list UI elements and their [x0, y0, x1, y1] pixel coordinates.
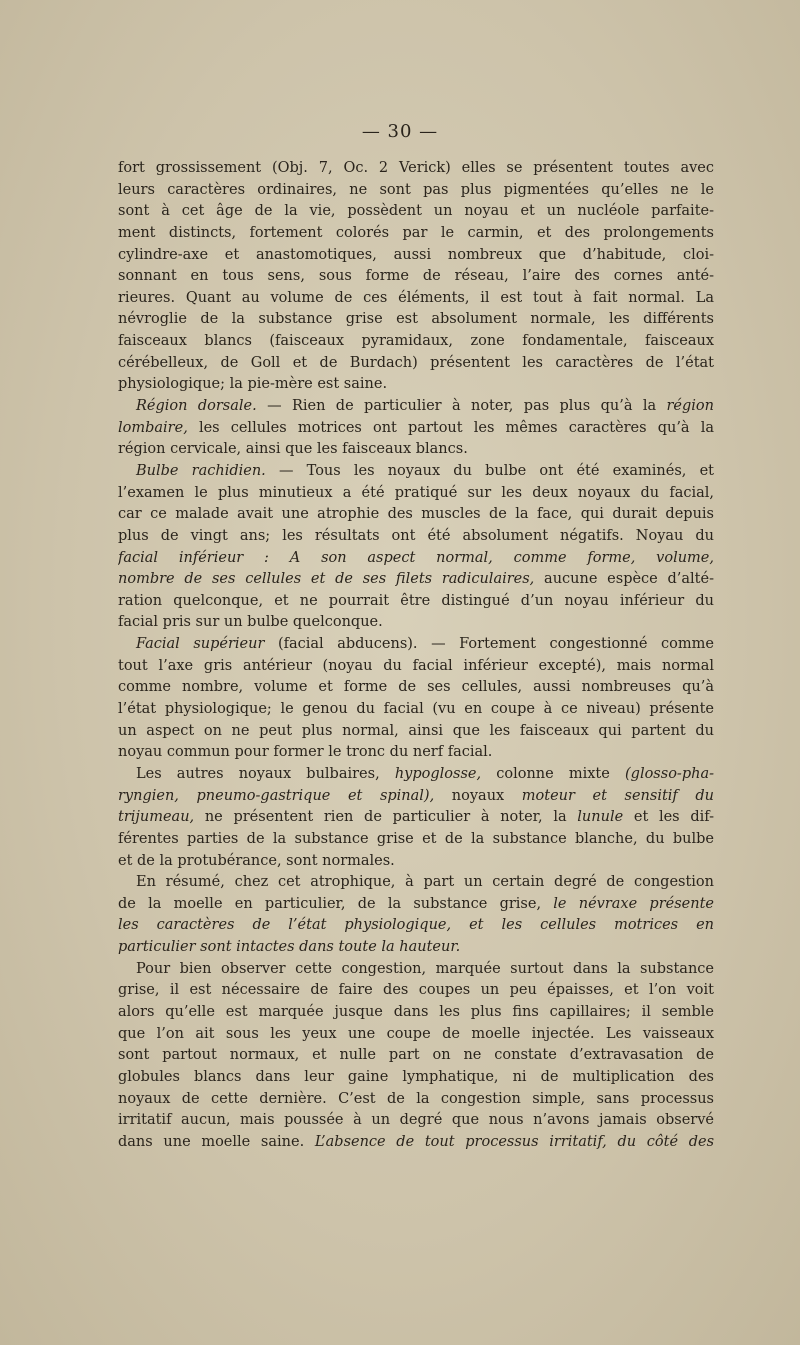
italic-text: hypoglosse, [394, 765, 482, 782]
text-run: l’examen le plus minutieux a été pratiqué sur les deux noyaux du facial, [118, 484, 714, 501]
text-line [118, 807, 714, 829]
text-line [118, 872, 714, 894]
text-run: Pour bien observer cette congestion, marquée surtout dans la substance [136, 960, 714, 977]
italic-text: particulier sont intactes dans toute la hauteur. [118, 939, 461, 956]
italic-text: moteur et sensitif du [521, 787, 714, 804]
text-run: physiologique; la pie-mère est saine. [118, 376, 388, 393]
text-run: comme nombre, volume et forme de ses cellules, aussi nombreuses qu’à [118, 679, 714, 696]
text-run: (facial abducens). — Fortement congestionné comme [264, 636, 714, 653]
text-line [118, 288, 714, 310]
text-line [118, 180, 714, 202]
text-line [118, 245, 714, 267]
text-run: colonne mixte [481, 765, 625, 782]
text-run: ment distincts, fortement colorés par le carmin, et des prolongements [118, 224, 714, 241]
text-line [118, 612, 714, 634]
text-line [118, 851, 714, 873]
text-line [118, 461, 714, 483]
text-line [118, 677, 714, 699]
text-line [118, 656, 714, 678]
text-line [118, 1024, 714, 1046]
text-run: noyaux [434, 787, 522, 804]
text-line [118, 634, 714, 656]
text-run: sont partout normaux, et nulle part on ne constate d’extravasation de [118, 1047, 714, 1064]
text-run: — Rien de particulier à noter, pas plus qu’à la [256, 398, 667, 415]
text-run: les cellules motrices ont partout les mêmes caractères qu’à la [187, 419, 714, 436]
text-line [118, 937, 714, 959]
text-run: rieures. Quant au volume de ces éléments, il est tout à fait normal. La [118, 289, 714, 306]
text-run: car ce malade avait une atrophie des muscles de la face, qui durait depuis [118, 506, 714, 523]
text-run: faisceaux blancs (faisceaux pyramidaux, zone fondamentale, faisceaux [118, 333, 714, 350]
text-line [118, 786, 714, 808]
text-line [118, 915, 714, 937]
italic-text: lombaire, [118, 419, 188, 436]
text-run: et de la protubérance, sont normales. [118, 852, 395, 869]
text-line [118, 223, 714, 245]
text-run: facial pris sur un bulbe quelconque. [118, 614, 383, 631]
text-line [118, 158, 714, 180]
italic-text: trijumeau, [118, 809, 195, 826]
text-run: sont à cet âge de la vie, possèdent un noyau et un nucléole parfaite- [118, 203, 714, 220]
text-run: cylindre-axe et anastomotiques, aussi nombreux que d’habitude, cloi- [118, 246, 714, 263]
text-line [118, 699, 714, 721]
text-run: et les dif- [623, 809, 714, 826]
italic-text: nombre de ses cellules et de ses filets radiculaires, [118, 571, 535, 588]
text-run: noyaux de cette dernière. C’est de la congestion simple, sans processus [118, 1090, 714, 1107]
text-line [118, 959, 714, 981]
italic-text: les caractères de l’état physiologique, et les cellules motrices en [118, 917, 714, 934]
text-line [118, 396, 714, 418]
text-line [118, 266, 714, 288]
italic-text: ryngien, pneumo-gastrique et spinal), [118, 787, 435, 804]
text-run: plus de vingt ans; les résultats ont été absolument négatifs. Noyau du [118, 527, 714, 544]
text-line [118, 526, 714, 548]
italic-text: Région dorsale. [136, 398, 257, 415]
text-line [118, 591, 714, 613]
page-number: — 30 — [361, 121, 439, 142]
text-run: aucune espèce d’alté- [534, 571, 714, 588]
text-run: grise, il est nécessaire de faire des coupes un peu épaisses, et l’on voit [118, 982, 714, 999]
text-line [118, 504, 714, 526]
text-run: sonnant en tous sens, sous forme de réseau, l’aire des cornes anté- [118, 268, 714, 285]
text-line [118, 829, 714, 851]
text-run: irritatif aucun, mais poussée à un degré que nous n’avons jamais observé [118, 1112, 714, 1129]
text-run: un aspect on ne peut plus normal, ainsi que les faisceaux qui partent du [118, 722, 714, 739]
italic-text: région [666, 398, 714, 415]
text-line [118, 1132, 714, 1154]
italic-text: le névraxe présente [553, 895, 714, 912]
text-run: En résumé, chez cet atrophique, à part un certain degré de congestion [136, 874, 714, 891]
text-run: alors qu’elle est marquée jusque dans les plus fins capillaires; il semble [118, 1003, 714, 1020]
text-run: cérébelleux, de Goll et de Burdach) présentent les caractères de l’état [118, 354, 714, 371]
text-line [118, 1002, 714, 1024]
text-line [118, 418, 714, 440]
text-run: dans une moelle saine. [118, 1133, 315, 1150]
text-line [118, 201, 714, 223]
text-line [118, 483, 714, 505]
text-line [118, 1110, 714, 1132]
text-line [118, 742, 714, 764]
text-run: névroglie de la substance grise est absolument normale, les différents [118, 311, 714, 328]
text-line [118, 569, 714, 591]
text-line [118, 331, 714, 353]
text-line [118, 439, 714, 461]
text-run: leurs caractères ordinaires, ne sont pas plus pigmentées qu’elles ne le [118, 181, 714, 198]
text-run: férentes parties de la substance grise et de la substance blanche, du bulbe [118, 830, 714, 847]
text-line [118, 1089, 714, 1111]
italic-text: facial inférieur : A son aspect normal, comme forme, volume, [118, 549, 714, 566]
text-block [118, 158, 714, 1153]
text-run: — Tous les noyaux du bulbe ont été examinés, et [265, 462, 714, 479]
text-line [118, 353, 714, 375]
text-line [118, 1067, 714, 1089]
text-line [118, 548, 714, 570]
text-line [118, 721, 714, 743]
text-run: région cervicale, ainsi que les faisceaux blancs. [118, 441, 468, 458]
text-run: fort grossissement (Obj. 7, Oc. 2 Verick) elles se présentent toutes avec [118, 160, 714, 176]
text-line [118, 309, 714, 331]
text-run: Les autres noyaux bulbaires, [136, 765, 395, 782]
text-run: globules blancs dans leur gaine lymphatique, ni de multiplication des [118, 1068, 714, 1085]
text-run: que l’on ait sous les yeux une coupe de moelle injectée. Les vaisseaux [118, 1025, 714, 1042]
text-run: ne présentent rien de particulier à noter, la [194, 809, 578, 826]
text-run: ration quelconque, et ne pourrait être distingué d’un noyau inférieur du [118, 592, 714, 609]
text-line [118, 1045, 714, 1067]
italic-text: Bulbe rachidien. [136, 462, 266, 479]
italic-text: (glosso-pha- [625, 765, 714, 782]
text-line [118, 980, 714, 1002]
text-run: noyau commun pour former le tronc du nerf facial. [118, 744, 493, 761]
text-line [118, 894, 714, 916]
text-run: tout l’axe gris antérieur (noyau du facial inférieur excepté), mais normal [118, 657, 714, 674]
italic-text: Facial supérieur [136, 636, 265, 653]
text-run: de la moelle en particulier, de la substance grise, [118, 895, 554, 912]
text-line [118, 374, 714, 396]
text-run: l’état physiologique; le genou du facial (vu en coupe à ce niveau) présente [118, 701, 714, 718]
italic-text: L’absence de tout processus irritatif, du côté des [314, 1133, 714, 1150]
text-line [118, 764, 714, 786]
italic-text: lunule [577, 809, 624, 826]
